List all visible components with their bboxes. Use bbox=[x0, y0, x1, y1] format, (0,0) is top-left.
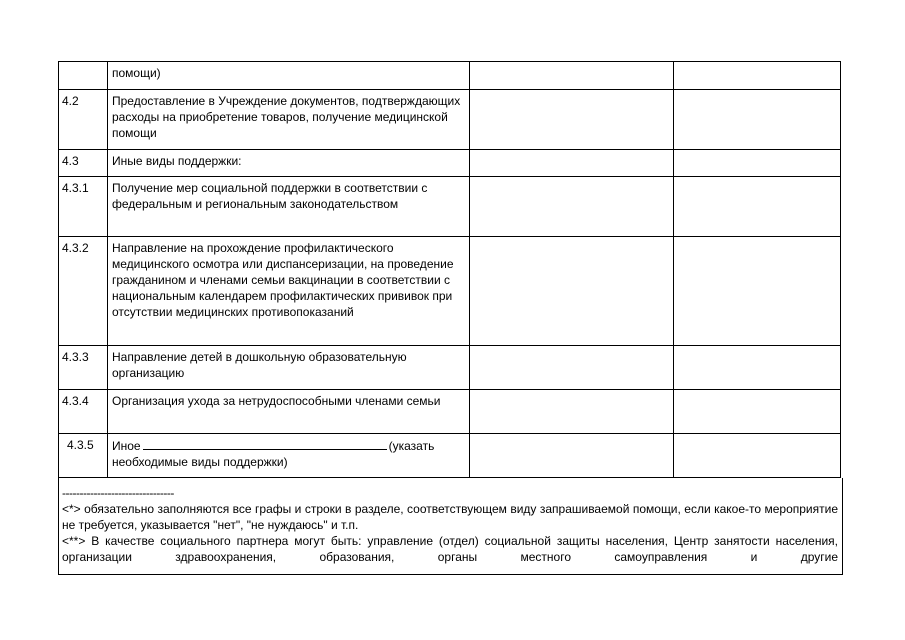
row-number: 4.3.4 bbox=[59, 390, 108, 434]
document-page bbox=[58, 61, 840, 575]
table-row bbox=[59, 346, 841, 390]
table-row bbox=[59, 237, 841, 346]
footnotes bbox=[58, 478, 843, 575]
row-number: 4.3 bbox=[59, 150, 108, 177]
row-cell-empty bbox=[674, 62, 841, 90]
row-cell-empty bbox=[470, 390, 674, 434]
row-number: 4.3.5 bbox=[59, 434, 108, 478]
row-cell-empty bbox=[674, 237, 841, 346]
table-row bbox=[59, 434, 841, 478]
row-text: Иные виды поддержки: bbox=[108, 150, 470, 177]
row-number: 4.3.3 bbox=[59, 346, 108, 390]
row-text: Направление детей в дошкольную образовательную организацию bbox=[108, 346, 470, 390]
row-cell-empty bbox=[470, 237, 674, 346]
fill-in-line bbox=[143, 437, 387, 450]
row-cell-empty bbox=[470, 62, 674, 90]
row-cell-empty bbox=[470, 90, 674, 150]
table-row bbox=[59, 150, 841, 177]
row-number: 4.3.1 bbox=[59, 177, 108, 237]
table-row bbox=[59, 390, 841, 434]
row-cell-empty bbox=[674, 90, 841, 150]
row-text: помощи) bbox=[108, 62, 470, 90]
row-number bbox=[59, 62, 108, 90]
footnote-2: <**> В качестве социального партнера могут быть: управление (отдел) социальной защиты населения, Центр занятости населения, организации здравоохранения, образования, органы местного самоуправления и другие bbox=[62, 534, 838, 564]
row-number: 4.2 bbox=[59, 90, 108, 150]
row-cell-empty bbox=[470, 177, 674, 237]
row-text bbox=[108, 434, 470, 478]
row-cell-empty bbox=[470, 150, 674, 177]
row-text-after: (указать необходимые виды поддержки) bbox=[112, 439, 435, 469]
table-row bbox=[59, 62, 841, 90]
footnote-1: <*> обязательно заполняются все графы и строки в разделе, соответствующем виду запрашиваемой помощи, если какое-то мероприятие не требуется, указывается "нет", "не нуждаюсь" и т.п. bbox=[62, 502, 838, 532]
row-cell-empty bbox=[674, 177, 841, 237]
table-row bbox=[59, 90, 841, 150]
row-text-before: Иное bbox=[112, 439, 141, 453]
row-cell-empty bbox=[674, 150, 841, 177]
row-text: Предоставление в Учреждение документов, подтверждающих расходы на приобретение товаров, получение медицинской помощи bbox=[108, 90, 470, 150]
row-cell-empty bbox=[674, 434, 841, 478]
row-text: Получение мер социальной поддержки в соответствии с федеральным и региональным законодательством bbox=[108, 177, 470, 237]
plan-table bbox=[58, 61, 841, 478]
row-cell-empty bbox=[674, 346, 841, 390]
footnote-separator: -------------------------------- bbox=[62, 486, 174, 500]
table-row bbox=[59, 177, 841, 237]
row-number: 4.3.2 bbox=[59, 237, 108, 346]
row-text: Организация ухода за нетрудоспособными членами семьи bbox=[108, 390, 470, 434]
row-cell-empty bbox=[470, 434, 674, 478]
row-text: Направление на прохождение профилактического медицинского осмотра или диспансеризации, на проведение гражданином и членами семьи вакцинации в соответствии с национальным календарем профилактических прививок при отсутствии медицинских противопоказаний bbox=[108, 237, 470, 346]
row-cell-empty bbox=[470, 346, 674, 390]
row-cell-empty bbox=[674, 390, 841, 434]
